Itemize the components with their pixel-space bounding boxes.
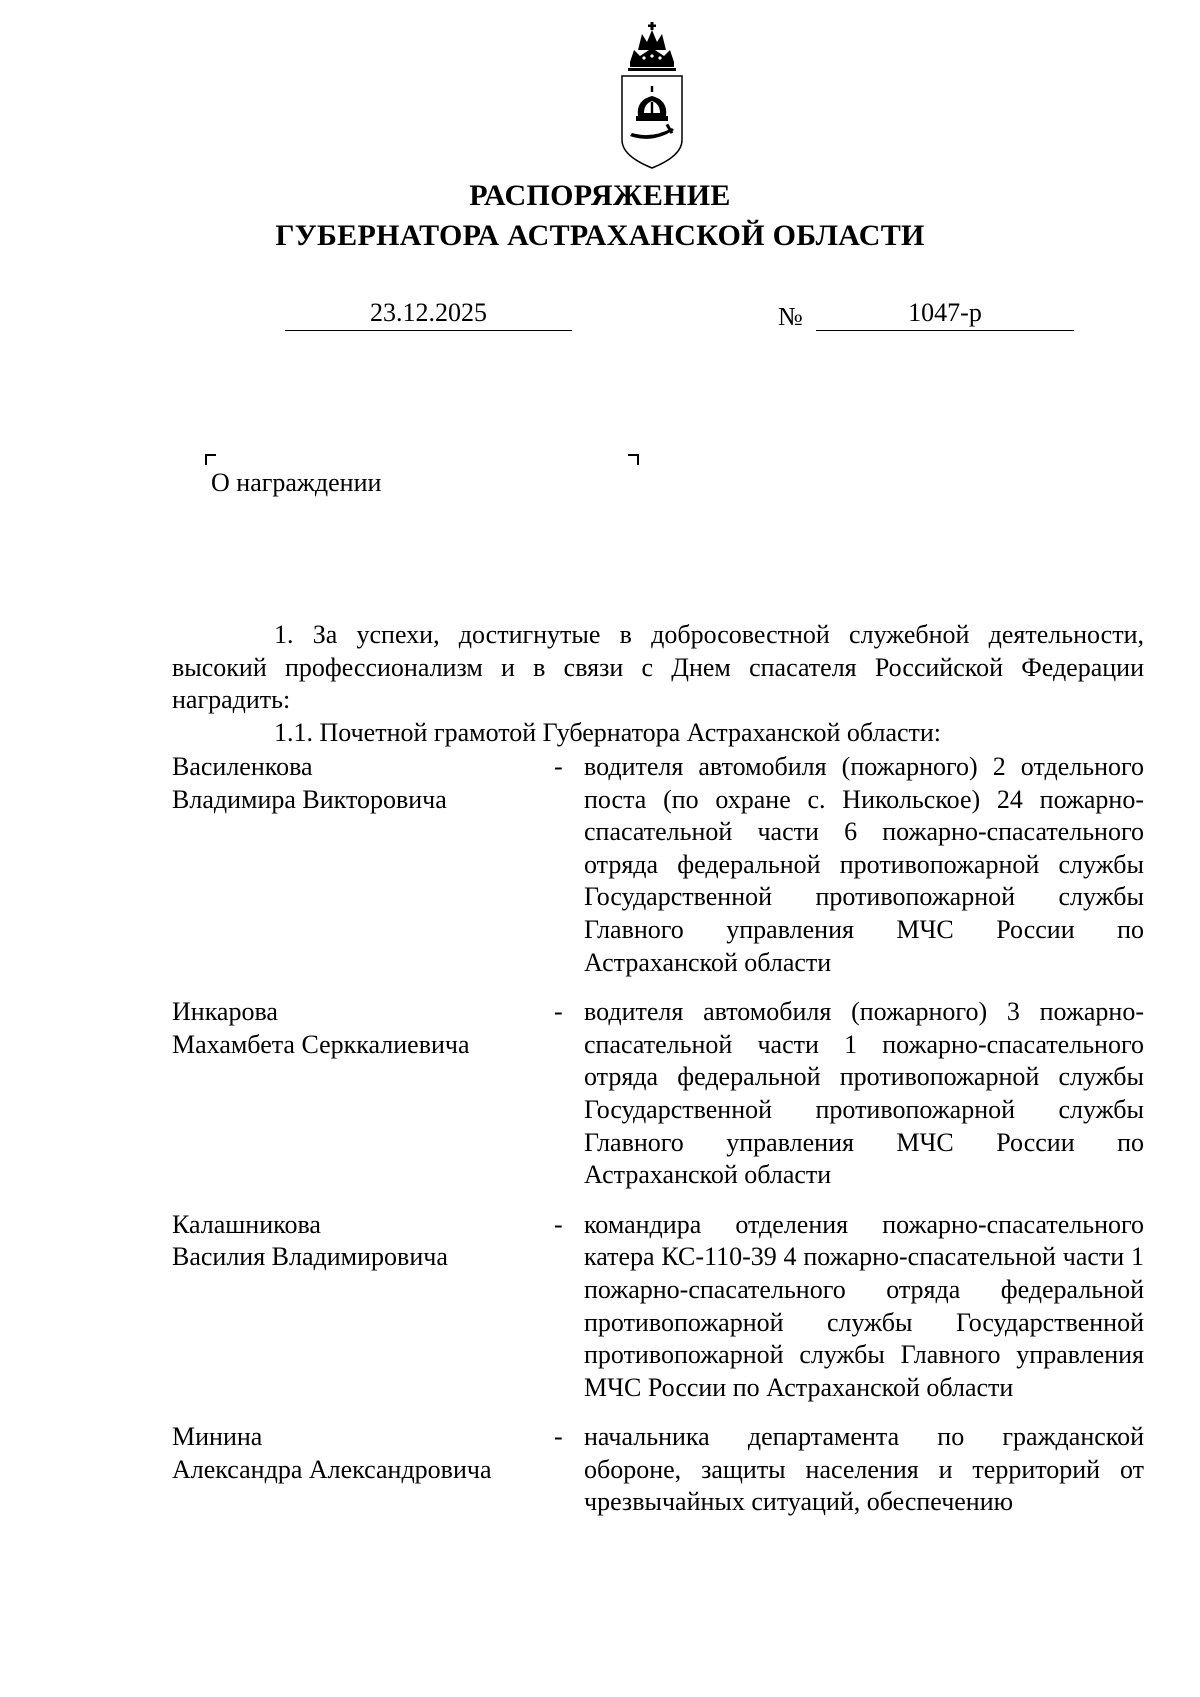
awardee-surname: Василенкова [172, 752, 313, 781]
document-date: 23.12.2025 [285, 298, 572, 331]
paragraph-1: 1. За успехи, достигнутые в добросовестной служебной деятельности, высокий профессионализм и в связи с Днем спасателя Российской Федерации наградить: [172, 620, 1144, 714]
awardee-entry [172, 996, 1144, 1192]
awardee-given-names: Василия Владимировича [172, 1242, 448, 1272]
awardee-given-names: Владимира Викторовича [172, 784, 447, 814]
awardee-position: начальника департамента по гражданской обороне, защиты населения и территорий от чрезвычайных ситуаций, обеспечению [584, 1422, 1144, 1517]
awardee-dash: - [554, 997, 563, 1027]
awardee-surname: Калашникова [172, 1209, 321, 1239]
awardee-surname: Инкарова [172, 997, 278, 1027]
awardee-dash: - [554, 1209, 563, 1239]
awardee-surname: Минина [172, 1422, 263, 1452]
subject-corner-right [628, 454, 639, 465]
document-issuer: ГУБЕРНАТОРА АСТРАХАНСКОЙ ОБЛАСТИ [275, 219, 925, 252]
awardee-given-names: Махамбета Серккалиевича [172, 1029, 470, 1059]
paragraph-1-1: 1.1. Почетной грамотой Губернатора Астраханской области: [274, 717, 942, 747]
subject-corner-left [205, 454, 216, 465]
document-subject: О награждении [211, 468, 382, 497]
awardee-position: водителя автомобиля (пожарного) 2 отдельного поста (по охране с. Никольское) 24 пожарно-спасательной части 6 пожарно-спасательного отряда федеральной противопожарной службы Государственной противопожарной службы Главного управления МЧС России по Астраханской области [584, 752, 1144, 977]
body-text [172, 619, 1144, 749]
awardee-entry [172, 1421, 1144, 1519]
number-sign: № [778, 302, 803, 331]
document-title: РАСПОРЯЖЕНИЕ [469, 179, 731, 212]
awardee-entry [172, 1209, 1144, 1405]
awardee-list [172, 751, 1144, 1536]
awardee-position: водителя автомобиля (пожарного) 3 пожарно-спасательной части 1 пожарно-спасательного отряда федеральной противопожарной службы Государственной противопожарной службы Главного управления МЧС России по Астраханской области [584, 997, 1144, 1190]
awardee-given-names: Александра Александровича [172, 1454, 492, 1484]
document-number: 1047-р [816, 298, 1074, 331]
awardee-entry [172, 751, 1144, 979]
awardee-dash: - [554, 752, 563, 781]
coat-of-arms-emblem [616, 20, 688, 172]
awardee-position: командира отделения пожарно-спасательного катера КС-110-39 4 пожарно-спасательной части 1 пожарно-спасательного отряда федеральной противопожарной службы Государственной противопожарной службы Главного управления МЧС России по Астраханской области [584, 1209, 1144, 1402]
awardee-dash: - [554, 1422, 563, 1452]
